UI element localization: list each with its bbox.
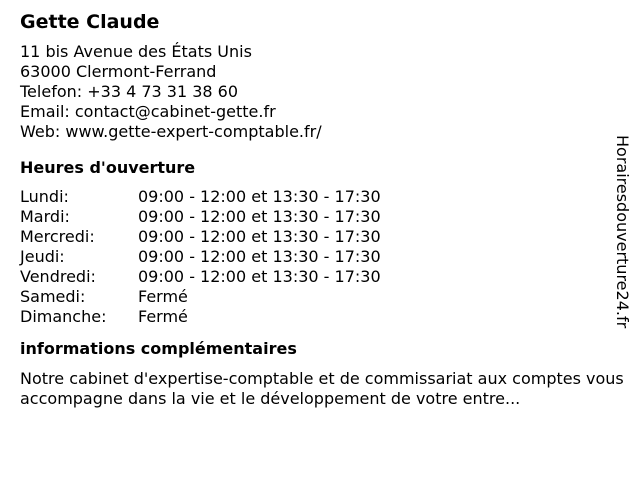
day-hours: Fermé	[138, 307, 188, 326]
day-hours: Fermé	[138, 287, 188, 306]
info-text: Notre cabinet d'expertise-comptable et de commissariat aux comptes vous accompagne dans la vie et le développement de votre entre...	[20, 369, 624, 408]
hours-row-sunday	[20, 307, 381, 327]
email-line: Email: contact@cabinet-gette.fr	[20, 102, 276, 121]
day-hours: 09:00 - 12:00 et 13:30 - 17:30	[138, 247, 381, 266]
contact-block	[20, 42, 610, 142]
address-line-1: 11 bis Avenue des États Unis	[20, 42, 252, 61]
hours-row-saturday	[20, 287, 381, 307]
hours-row-tuesday	[20, 207, 381, 227]
day-hours: 09:00 - 12:00 et 13:30 - 17:30	[138, 227, 381, 246]
hours-row-monday	[20, 187, 381, 207]
day-label: Samedi:	[20, 287, 86, 306]
day-label: Jeudi:	[20, 247, 65, 266]
hours-heading: Heures d'ouverture	[20, 158, 196, 177]
day-label: Lundi:	[20, 187, 69, 206]
day-hours: 09:00 - 12:00 et 13:30 - 17:30	[138, 267, 381, 286]
hours-row-wednesday	[20, 227, 381, 247]
day-label: Vendredi:	[20, 267, 96, 286]
day-label: Mercredi:	[20, 227, 95, 246]
hours-row-friday	[20, 267, 381, 287]
hours-row-thursday	[20, 247, 381, 267]
day-hours: 09:00 - 12:00 et 13:30 - 17:30	[138, 207, 381, 226]
day-hours: 09:00 - 12:00 et 13:30 - 17:30	[138, 187, 381, 206]
web-line: Web: www.gette-expert-comptable.fr/	[20, 122, 322, 141]
info-heading: informations complémentaires	[20, 339, 297, 358]
hours-table	[20, 187, 381, 327]
address-line-2: 63000 Clermont-Ferrand	[20, 62, 217, 81]
day-label: Dimanche:	[20, 307, 107, 326]
business-name: Gette Claude	[20, 11, 160, 33]
site-watermark: Horairesdouverture24.fr	[613, 135, 632, 329]
phone-line: Telefon: +33 4 73 31 38 60	[20, 82, 239, 101]
day-label: Mardi:	[20, 207, 70, 226]
